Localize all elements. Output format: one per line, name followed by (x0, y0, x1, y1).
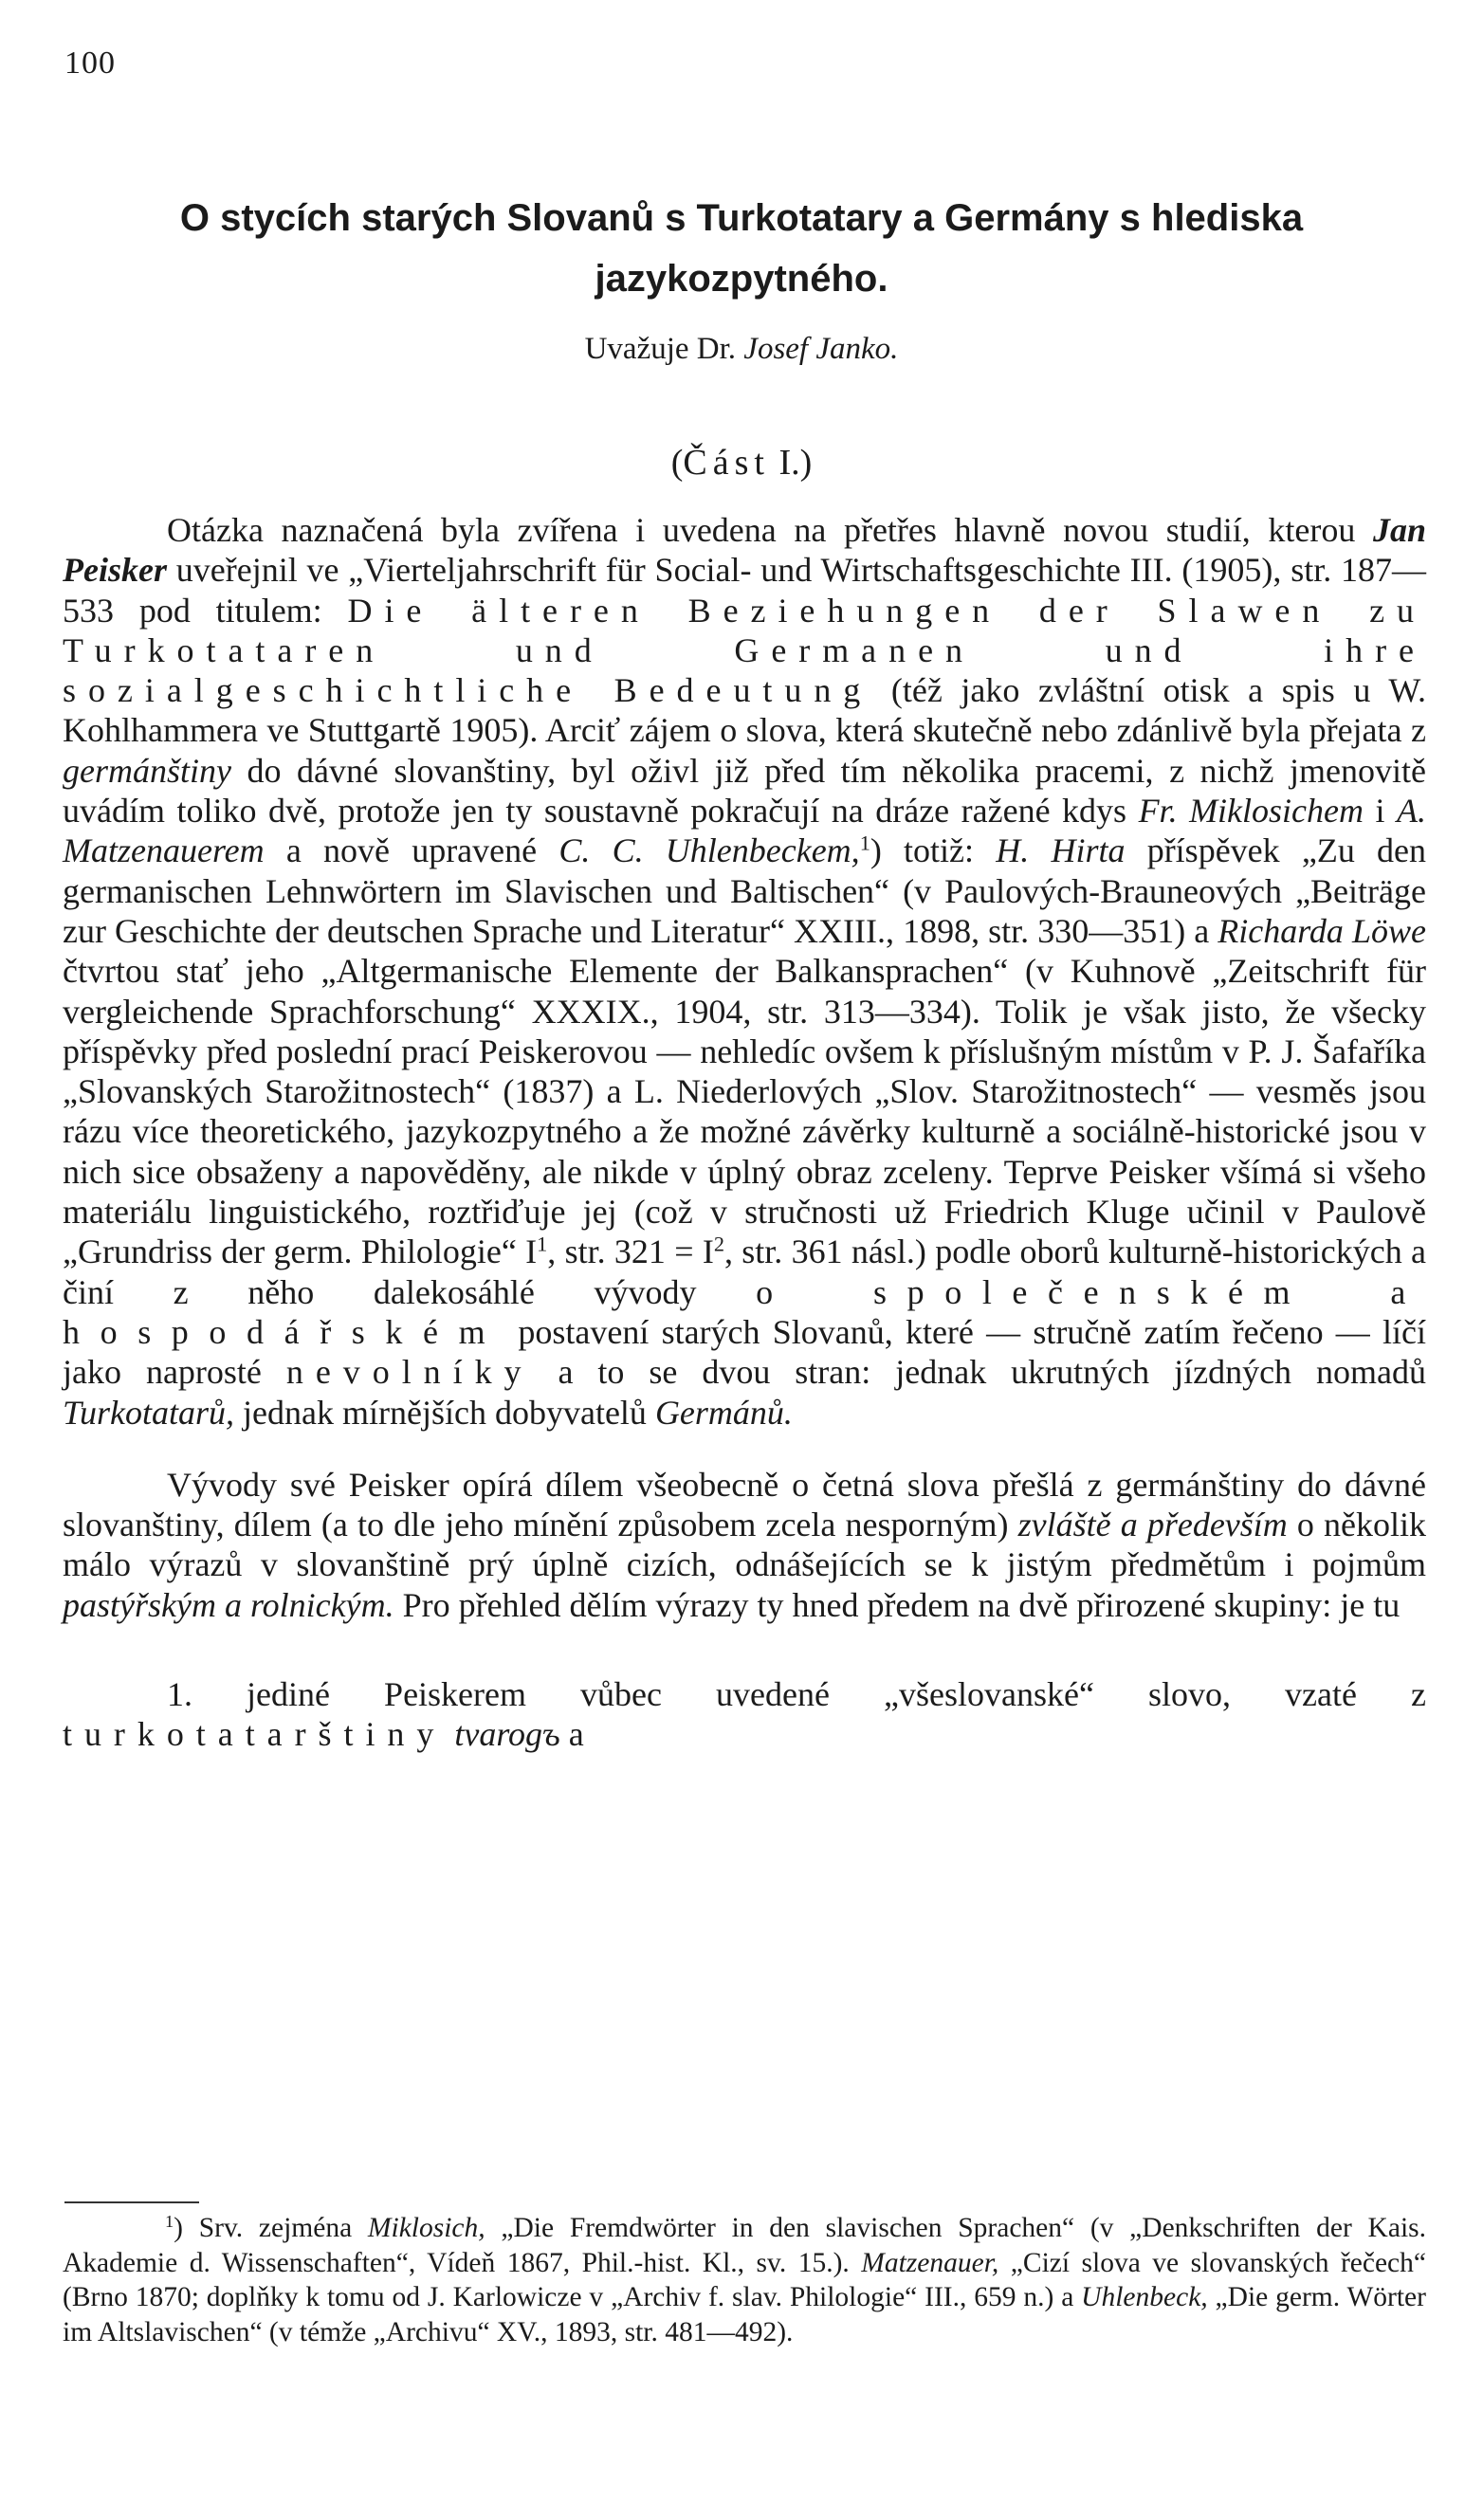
text-run: Otázka naznačená byla zvířena i uvedena na přetřes hlavně novou studií, kterou (167, 511, 1373, 549)
text-run: postavení starých Slovanů, které — stručně zatím řečeno — líčí jako naprosté (63, 1312, 1426, 1392)
text-run: a to se dvou stran: jednak ukrutných jízdných nomadů (533, 1353, 1426, 1392)
italic-run: Uhlenbeck, (1081, 2282, 1208, 2312)
part-word: Část (683, 443, 770, 483)
paragraph (63, 1465, 1426, 1625)
text-run: „Die germ. Wörter im Altslavischen“ (v témže „Archivu“ XV., 1893, str. 481—492). (63, 2282, 1426, 2347)
italic-run: pastýřským a rolnickým. (63, 1585, 394, 1624)
italic-run: Germánů. (654, 1393, 793, 1432)
italic-run: H. Hirta (996, 831, 1126, 870)
italic-run: Fr. Miklosichem (1138, 792, 1364, 831)
footnote-marker: 2 (713, 1233, 724, 1257)
italic-run: Turkotatarů, (63, 1393, 235, 1432)
article-title: O stycích starých Slovanů s Turkotatary a Germány s hlediska jazykozpytného. (179, 197, 1304, 300)
text-run: příspěvek „Zu den germanischen Lehnwörtern im Slavischen und Baltischen“ (v Paulových-Brauneových „Beiträge zur Geschichte der deutschen Sprache und Literatur“ XXIII., 1898, str. 330—351) a (63, 831, 1427, 950)
text-run: „Cizí slova ve slovanských řečech“ (Brno 1870; doplňky k tomu od J. Karlowicze v „Archiv f. slav. Philologie“ III., 659 n.) a (63, 2247, 1426, 2312)
text-run: uveřejnil ve „Vierteljahrschrift für Social- und Wirtschaftsgeschichte III. (1905), str. 187—533 pod titulem: (63, 551, 1426, 630)
text-run: jednak mírnějších dobyvatelů (234, 1393, 655, 1432)
text-run: a nově upravené (264, 831, 559, 870)
italic-run: zvláště a především (1017, 1506, 1288, 1544)
text-run: (též jako zvláštní otisk a spis u W. Kohlhammera ve Stuttgartě 1905). Arciť zájem o slova, která skutečně nebo zdánlivě byla přejata z (63, 671, 1427, 750)
part-open: ( (670, 443, 684, 483)
footnote-divider (64, 2201, 199, 2203)
text-run: ) totiž: (870, 831, 997, 870)
text-run (446, 1715, 454, 1753)
page-number: 100 (64, 46, 116, 81)
italic-run: Richarda Löwe (1218, 911, 1426, 950)
spaced-run: turkotatarštiny (63, 1715, 447, 1754)
bold-italic-run: Jan Peisker (63, 511, 1426, 590)
paragraph (63, 1674, 1426, 1755)
italic-run: Miklosich, (367, 2213, 485, 2243)
footnote-marker: 1 (859, 831, 870, 856)
text-run: Vývody své Peisker opírá dílem všeobecně o četná slova přešlá z germánštiny do dávné slovanštiny, dílem (a to dle jeho mínění způsobem zcela nesporným) (63, 1465, 1426, 1544)
byline (0, 332, 1483, 367)
spaced-run: o společenském a hospodářském (63, 1272, 1426, 1351)
body-text (63, 510, 1426, 1755)
text-run: čtvrtou stať jeho „Altgermanische Elemente der Balkansprachen“ (v Kuhnově „Zeitschrift für vergleichende Sprachforschung“ XXXIX., 1904, str. 313—334). Tolik je však jisto, že všecky příspěvky před poslední prací Peiskerovou — nehledíc ovšem k příslušným místům v P. J. Šafaříka „Slovanských Starožitnostech“ (1837) a L. Niederlových „Slov. Starožitnostech“ — vesměs jsou rázu více theoretického, jazykozpytného a že možné závěrky kulturně a sociálně-historické jsou v nich sice obsaženy a napověděny, ale nikde v úplný obraz zceleny. Teprve Peisker všímá si všeho materiálu linguistického, roztřiďuje jej (což v stručnosti už Friedrich Kluge učinil v Paulově „Grundriss der germ. Philologie“ I (63, 952, 1426, 1271)
byline-prefix: Uvažuje Dr. (584, 332, 737, 366)
text-run: do dávné slovanštiny, byl oživl již před tím několika pracemi, z nichž jmenovitě uvádím toliko dvě, protože jen ty soustavně pokračují na dráze ražené kdys (63, 751, 1426, 831)
footnote (63, 2211, 1426, 2349)
text-run: , str. 321 = I (547, 1233, 714, 1271)
text-run: i (1364, 792, 1398, 831)
text-run: o několik málo výrazů v slovanštině prý úplně cizích, odnášejících se k jistým předmětům i pojmům (63, 1506, 1427, 1584)
italic-run: C. C. Uhlenbeckem, (558, 831, 860, 870)
paragraph (63, 510, 1426, 1433)
spaced-run: nevolníky (285, 1353, 534, 1392)
text-run: , str. 361 násl.) podle oborů kulturně-historických a činí z něho dalekosáhlé vývody (63, 1233, 1427, 1311)
part-number: I.) (778, 443, 813, 483)
spaced-run: Die älteren Beziehungen der Slawen zu Turkotataren und Germanen und ihre sozialgeschichtliche Bedeutung (63, 591, 1426, 710)
text-run: ) Srv. zejména (174, 2213, 368, 2243)
italic-run: tvarogъ (454, 1715, 560, 1754)
part-heading (0, 442, 1483, 484)
text-run: a (559, 1715, 584, 1754)
italic-run: A. Matzenauerem (63, 792, 1427, 870)
italic-run: germánštiny (63, 751, 231, 790)
footnote-marker: 1 (537, 1233, 548, 1257)
italic-run: Matzenauer, (861, 2247, 999, 2278)
text-run: Pro přehled dělím výrazy ty hned předem na dvě přirozené skupiny: je tu (394, 1585, 1401, 1624)
footnote-marker: 1 (165, 2211, 174, 2231)
author-name: Josef Janko. (743, 332, 899, 366)
text-run: 1. jediné Peiskerem vůbec uvedené „všeslovanské“ slovo, vzaté z (167, 1675, 1426, 1714)
text-run: „Die Fremdwörter in den slavischen Sprachen“ (v „Denkschriften der Kais. Akademie d. Wissenschaften“, Vídeň 1867, Phil.-hist. Kl., sv. 15.). (63, 2213, 1426, 2278)
